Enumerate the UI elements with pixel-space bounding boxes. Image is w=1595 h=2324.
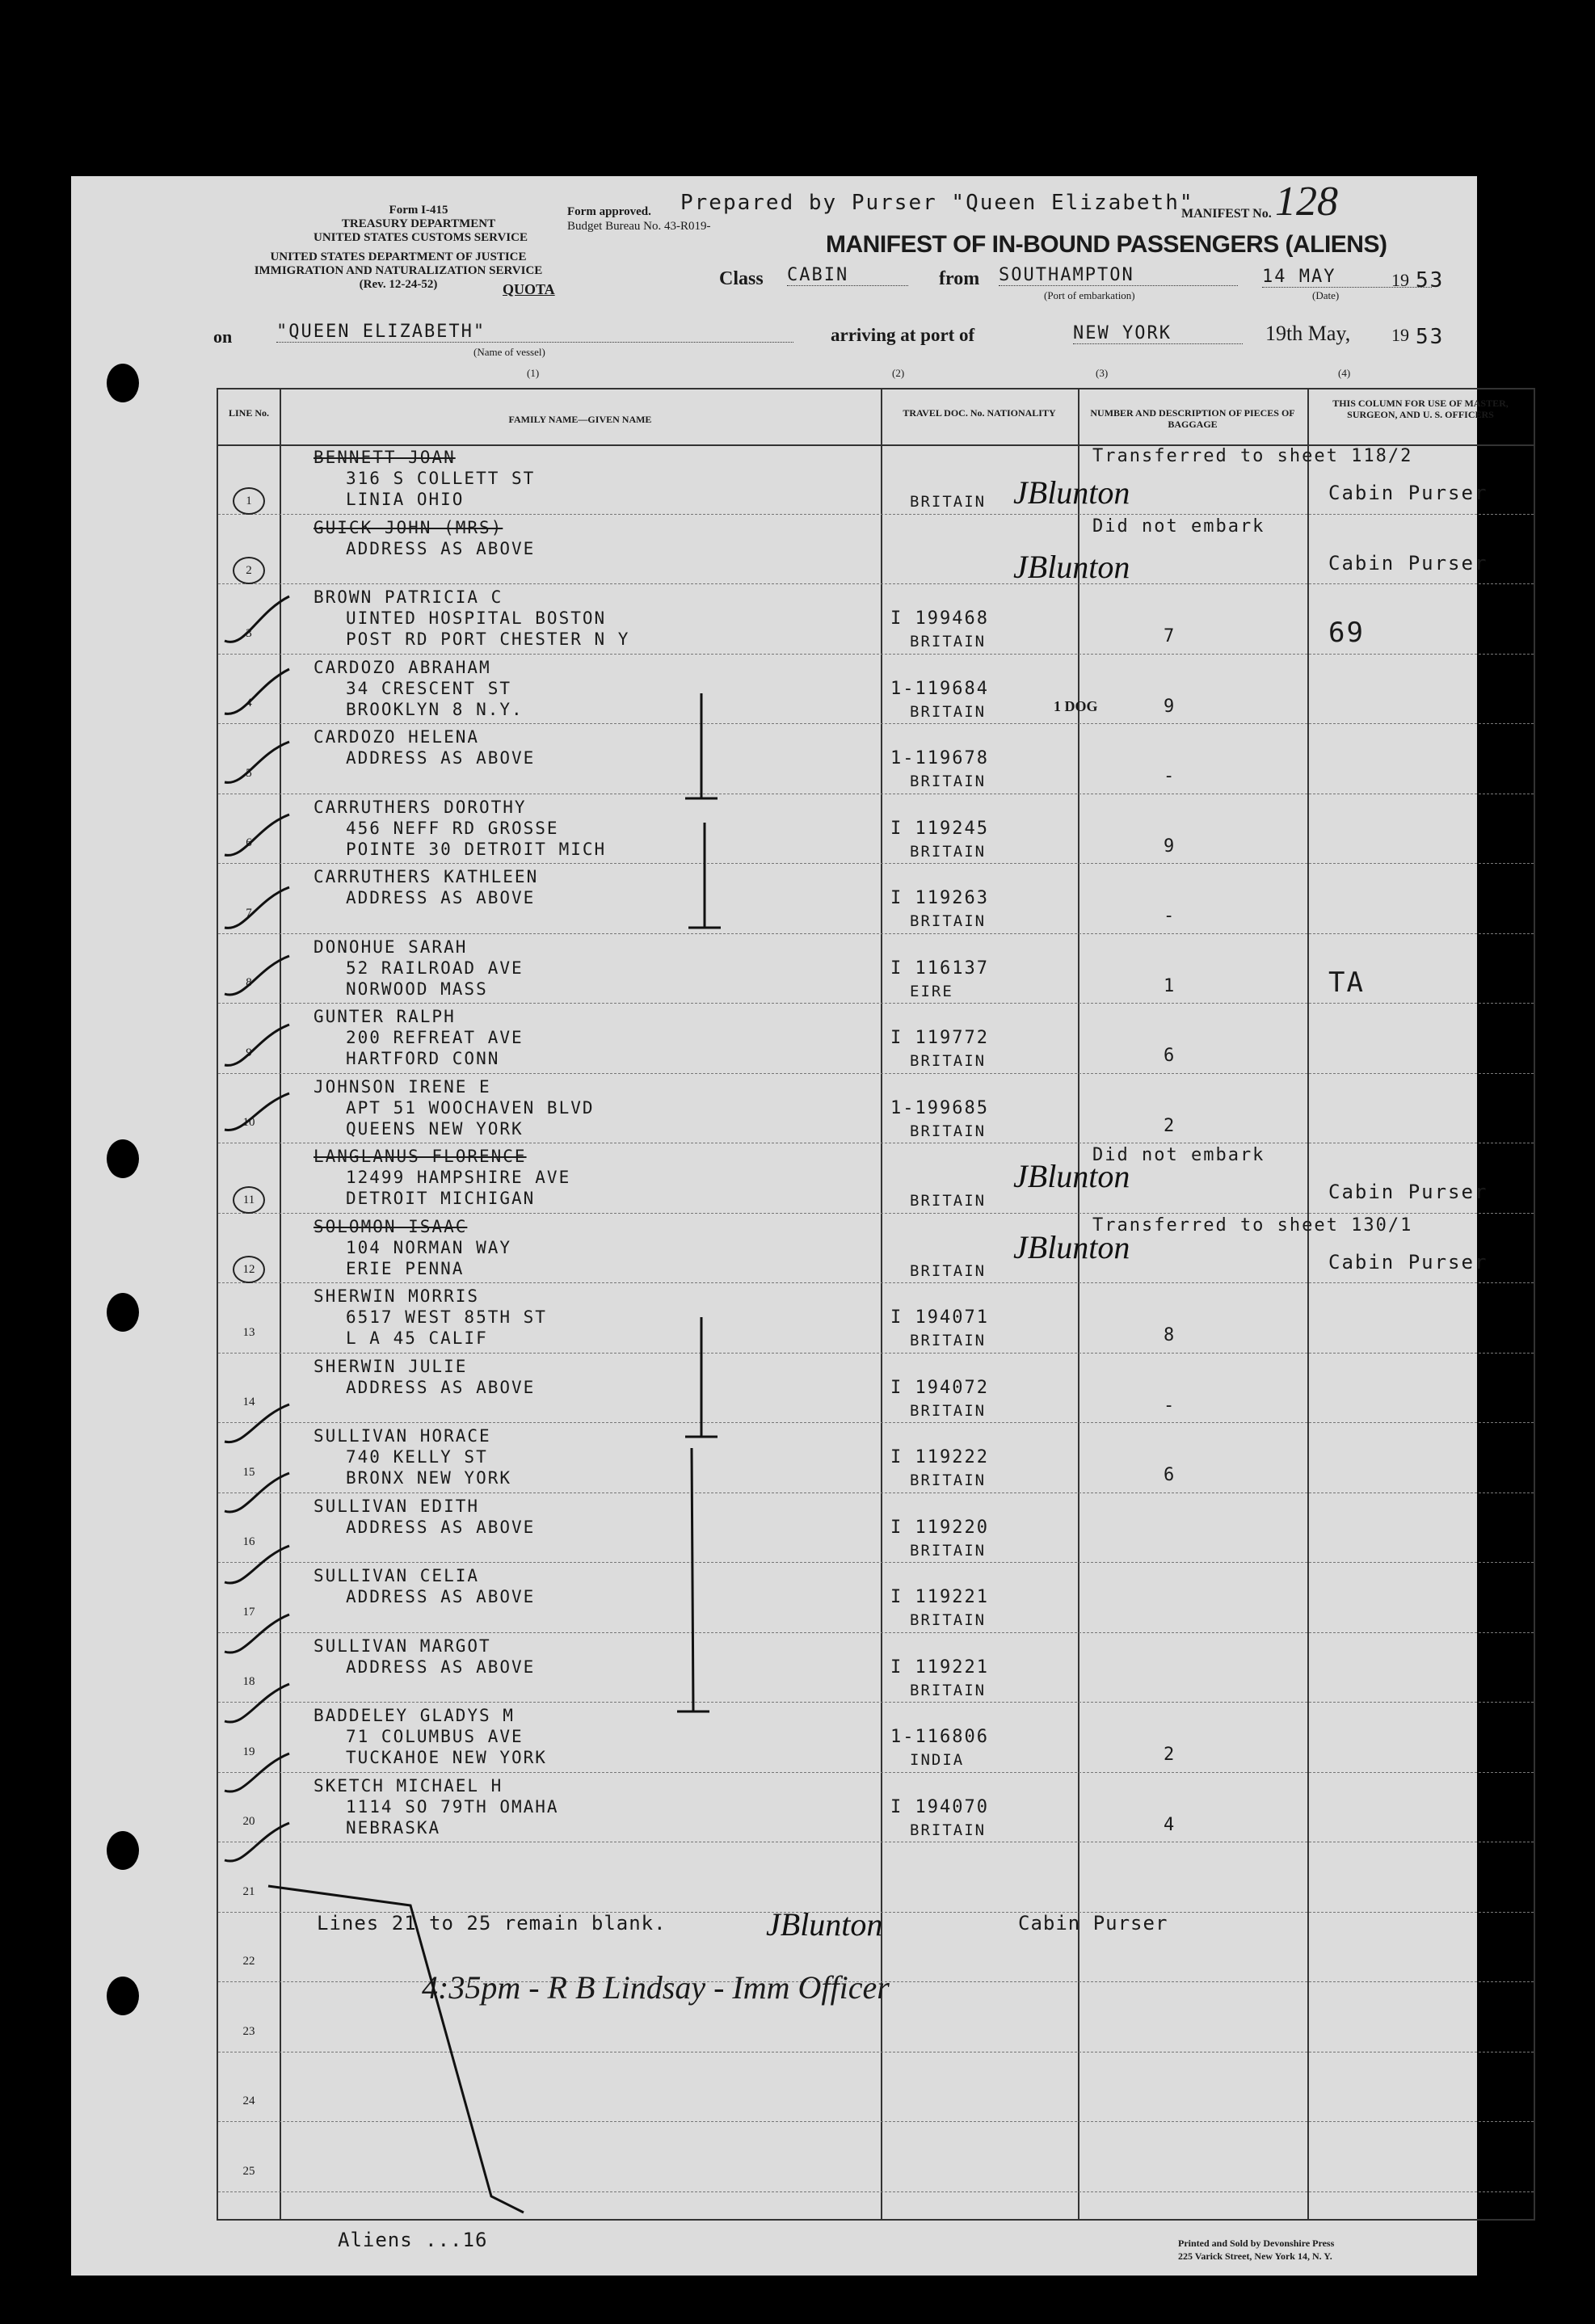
officer-note: TA bbox=[1328, 966, 1365, 999]
line-number: 19 bbox=[242, 1745, 255, 1758]
printer-line-1: Printed and Sold by Devonshire Press bbox=[1178, 2238, 1335, 2249]
passenger-name: DONOHUE SARAH bbox=[314, 937, 468, 957]
travel-doc-number: I 119221 bbox=[890, 1657, 989, 1678]
line-number: 6 bbox=[246, 836, 252, 849]
passenger-name: BENNETT JOAN bbox=[314, 448, 456, 467]
nationality: BRITAIN bbox=[910, 1681, 987, 1699]
passenger-name: CARRUTHERS DOROTHY bbox=[314, 797, 527, 817]
check-mark bbox=[225, 596, 289, 642]
passenger-address: ADDRESS AS ABOVE bbox=[346, 888, 536, 907]
doj-title: UNITED STATES DEPARTMENT OF JUSTICE bbox=[270, 251, 527, 263]
passenger-name: BADDELEY GLADYS M bbox=[314, 1706, 515, 1725]
officer-note: Cabin Purser bbox=[1328, 482, 1488, 504]
form-approved: Form approved. bbox=[567, 205, 651, 218]
dog-note: 1 DOG bbox=[1054, 698, 1098, 714]
passenger-address: 200 REFREAT AVE bbox=[346, 1028, 524, 1047]
passenger-address: DETROIT MICHIGAN bbox=[346, 1189, 536, 1208]
line-number: 21 bbox=[242, 1884, 255, 1898]
passenger-name: SULLIVAN CELIA bbox=[314, 1566, 480, 1585]
line-number: 3 bbox=[246, 626, 252, 640]
baggage: 9 bbox=[1164, 836, 1176, 857]
passenger-address: UINTED HOSPITAL BOSTON bbox=[346, 608, 607, 628]
baggage: 8 bbox=[1164, 1325, 1176, 1345]
line-number: 15 bbox=[242, 1465, 255, 1479]
officer-note: Cabin Purser bbox=[1328, 1250, 1488, 1274]
check-mark bbox=[225, 1473, 289, 1512]
nationality: BRITAIN bbox=[910, 1401, 987, 1420]
class-value: CABIN bbox=[787, 265, 908, 286]
officer-note: Cabin Purser bbox=[1328, 551, 1488, 575]
line-number: 4 bbox=[246, 697, 252, 709]
nationality: BRITAIN bbox=[910, 1471, 987, 1489]
travel-doc-number: I 199468 bbox=[890, 608, 989, 629]
passenger-address: POST RD PORT CHESTER N Y bbox=[346, 629, 630, 649]
bracket-marks bbox=[677, 693, 721, 1711]
revision: (Rev. 12-24-52) bbox=[359, 278, 438, 291]
passenger-address: TUCKAHOE NEW YORK bbox=[346, 1748, 547, 1767]
arrival-port: NEW YORK bbox=[1073, 323, 1243, 344]
nationality: EIRE bbox=[910, 982, 953, 1000]
passenger-name: SULLIVAN EDITH bbox=[314, 1496, 480, 1516]
passenger-address: 740 KELLY ST bbox=[346, 1447, 488, 1467]
bracket-mark bbox=[685, 693, 718, 798]
passenger-address: ADDRESS AS ABOVE bbox=[346, 538, 536, 558]
check-mark bbox=[225, 1684, 289, 1722]
col-num-2: (2) bbox=[892, 367, 905, 379]
from-value: SOUTHAMPTON bbox=[999, 265, 1238, 286]
passenger-address: ADDRESS AS ABOVE bbox=[346, 1657, 536, 1677]
travel-doc-number: I 119245 bbox=[890, 818, 989, 839]
col-num-4: (4) bbox=[1338, 367, 1351, 379]
baggage: 6 bbox=[1164, 1046, 1176, 1066]
arrival-date: 19th May, bbox=[1265, 322, 1351, 345]
travel-doc-number: 1-119678 bbox=[890, 748, 989, 768]
embark-year: 53 bbox=[1416, 268, 1445, 293]
baggage: 9 bbox=[1164, 696, 1176, 717]
check-mark bbox=[225, 669, 289, 714]
passenger-name: SHERWIN JULIE bbox=[314, 1356, 468, 1376]
printer-line-2: 225 Varick Street, New York 14, N. Y. bbox=[1178, 2250, 1332, 2262]
passenger-name: SULLIVAN MARGOT bbox=[314, 1636, 491, 1656]
line-number: 9 bbox=[246, 1046, 252, 1059]
year-prefix: 19 bbox=[1391, 270, 1409, 290]
budget-bureau: Budget Bureau No. 43-R019- bbox=[567, 220, 711, 233]
nationality: BRITAIN bbox=[910, 493, 987, 511]
travel-doc-number: I 119263 bbox=[890, 888, 989, 908]
col-num-1: (1) bbox=[527, 367, 540, 379]
passenger-name: SOLOMON ISAAC bbox=[314, 1216, 468, 1236]
passenger-address: 1114 SO 79TH OMAHA bbox=[346, 1796, 559, 1817]
col-header-baggage: NUMBER AND DESCRIPTION OF PIECES OF BAGGAGE bbox=[1090, 407, 1295, 430]
immigration-officer-note: 4:35pm - R B Lindsay - Imm Officer bbox=[422, 1969, 890, 2006]
date-caption: (Date) bbox=[1312, 289, 1340, 301]
travel-doc-number: I 194072 bbox=[890, 1377, 989, 1398]
travel-doc-number: I 116137 bbox=[890, 958, 989, 979]
baggage: 1 bbox=[1164, 975, 1176, 996]
nationality: BRITAIN bbox=[910, 1821, 987, 1839]
nationality: BRITAIN bbox=[910, 1541, 987, 1560]
passenger-name: CARDOZO ABRAHAM bbox=[314, 657, 491, 677]
nationality: BRITAIN bbox=[910, 1192, 987, 1210]
passenger-address: 316 S COLLETT ST bbox=[346, 469, 536, 488]
passenger-address: 12499 HAMPSHIRE AVE bbox=[346, 1168, 571, 1187]
passenger-name: CARRUTHERS KATHLEEN bbox=[314, 867, 539, 886]
travel-doc-number: I 194071 bbox=[890, 1307, 989, 1328]
arriving-label: arriving at port of bbox=[831, 325, 975, 345]
col-header-name: FAMILY NAME—GIVEN NAME bbox=[508, 414, 652, 425]
travel-doc-number: I 119220 bbox=[890, 1517, 989, 1538]
arrival-year-prefix: 19 bbox=[1391, 325, 1409, 345]
vessel-name: "QUEEN ELIZABETH" bbox=[276, 322, 793, 343]
baggage: 2 bbox=[1164, 1745, 1176, 1765]
line-number: 16 bbox=[242, 1535, 255, 1548]
line-number: 14 bbox=[242, 1396, 255, 1408]
travel-doc-number: 1-119684 bbox=[890, 678, 989, 699]
nationality: INDIA bbox=[910, 1751, 965, 1769]
travel-doc-number: I 119221 bbox=[890, 1587, 989, 1607]
page-title: MANIFEST OF IN-BOUND PASSENGERS (ALIENS) bbox=[826, 231, 1387, 258]
line-number: 17 bbox=[242, 1605, 255, 1619]
col-header-travel: TRAVEL DOC. No. NATIONALITY bbox=[903, 407, 1056, 419]
travel-doc-number: 1-116806 bbox=[890, 1727, 989, 1747]
arrival-year: 53 bbox=[1416, 325, 1445, 349]
embark-caption: (Port of embarkation) bbox=[1044, 289, 1135, 301]
bracket-mark bbox=[685, 1317, 718, 1437]
nationality: BRITAIN bbox=[910, 633, 987, 650]
check-mark bbox=[225, 1823, 289, 1861]
col-num-3: (3) bbox=[1096, 367, 1109, 379]
line-number: 8 bbox=[246, 976, 252, 989]
passenger-name: LANGLANUS FLORENCE bbox=[314, 1147, 527, 1166]
nationality: BRITAIN bbox=[910, 1122, 987, 1140]
officer-note: Cabin Purser bbox=[1328, 1181, 1488, 1203]
passenger-name: CARDOZO HELENA bbox=[314, 727, 480, 747]
line-number: 2 bbox=[233, 557, 265, 584]
passenger-address: BRONX NEW YORK bbox=[346, 1468, 512, 1488]
line-number: 25 bbox=[242, 2164, 255, 2178]
form-number: Form I-415 bbox=[389, 204, 448, 217]
purser-signature: JBlunton bbox=[766, 1906, 883, 1943]
check-mark bbox=[225, 1093, 289, 1130]
passenger-name: SKETCH MICHAEL H bbox=[314, 1775, 503, 1796]
line-number: 12 bbox=[233, 1256, 265, 1283]
line-number: 5 bbox=[246, 766, 252, 780]
nationality: BRITAIN bbox=[910, 1052, 987, 1070]
class-label: Class bbox=[719, 268, 764, 289]
passenger-name: BROWN PATRICIA C bbox=[314, 587, 503, 607]
baggage: 4 bbox=[1164, 1814, 1176, 1835]
blank-lines-signer: Cabin Purser bbox=[1018, 1912, 1168, 1935]
passenger-address: 34 CRESCENT ST bbox=[346, 678, 512, 698]
passenger-name: JOHNSON IRENE E bbox=[314, 1076, 491, 1097]
passenger-address: POINTE 30 DETROIT MICH bbox=[346, 839, 607, 859]
passenger-address: HARTFORD CONN bbox=[346, 1049, 500, 1068]
baggage: - bbox=[1164, 1395, 1176, 1416]
check-mark bbox=[225, 1404, 289, 1442]
line-number: 20 bbox=[242, 1815, 255, 1828]
travel-doc-number: I 119772 bbox=[890, 1028, 989, 1048]
baggage: Did not embark bbox=[1092, 1145, 1265, 1165]
passenger-address: L A 45 CALIF bbox=[346, 1328, 488, 1348]
travel-doc-number: 1-199685 bbox=[890, 1097, 989, 1118]
purser-signature: JBlunton bbox=[1013, 474, 1130, 511]
vessel-caption: (Name of vessel) bbox=[473, 346, 545, 358]
line-number: 11 bbox=[233, 1186, 265, 1214]
pen-marks bbox=[71, 176, 1477, 2276]
nationality: BRITAIN bbox=[910, 912, 987, 930]
check-mark bbox=[225, 1754, 289, 1791]
passenger-name: GUNTER RALPH bbox=[314, 1007, 456, 1026]
passenger-name: SULLIVAN HORACE bbox=[314, 1426, 491, 1446]
blank-lines-note: Lines 21 to 25 remain blank. bbox=[317, 1912, 667, 1935]
line-number: 1 bbox=[233, 487, 265, 515]
ins-title: IMMIGRATION AND NATURALIZATION SERVICE bbox=[254, 264, 543, 277]
embark-date: 14 MAY bbox=[1262, 267, 1432, 288]
check-mark bbox=[225, 1546, 289, 1583]
line-number: 7 bbox=[246, 906, 252, 920]
passenger-address: 71 COLUMBUS AVE bbox=[346, 1727, 524, 1746]
line-number: 18 bbox=[242, 1675, 255, 1688]
passenger-address: BROOKLYN 8 N.Y. bbox=[346, 699, 524, 719]
check-mark bbox=[225, 1025, 289, 1065]
line-number: 13 bbox=[242, 1325, 255, 1339]
passenger-name: SHERWIN MORRIS bbox=[314, 1286, 480, 1306]
manifest-no-label: MANIFEST No. bbox=[1181, 207, 1272, 221]
quota-label: QUOTA bbox=[503, 281, 555, 297]
baggage: 6 bbox=[1164, 1465, 1176, 1485]
passenger-address: ADDRESS AS ABOVE bbox=[346, 1377, 536, 1397]
passenger-address: 6517 WEST 85TH ST bbox=[346, 1307, 547, 1327]
passenger-address: APT 51 WOOCHAVEN BLVD bbox=[346, 1097, 595, 1118]
bracket-mark bbox=[688, 823, 721, 928]
check-mark bbox=[225, 956, 289, 995]
purser-signature: JBlunton bbox=[1013, 1229, 1130, 1265]
baggage: Transferred to sheet 118/2 bbox=[1092, 446, 1413, 466]
baggage: Transferred to sheet 130/1 bbox=[1092, 1215, 1413, 1236]
on-label: on bbox=[213, 326, 233, 347]
check-mark bbox=[225, 887, 289, 928]
void-line bbox=[268, 1886, 524, 2212]
check-mark bbox=[225, 742, 289, 782]
baggage: - bbox=[1164, 906, 1176, 926]
baggage: Did not embark bbox=[1092, 516, 1265, 537]
col-header-line: LINE No. bbox=[228, 407, 269, 419]
nationality: BRITAIN bbox=[910, 842, 987, 861]
manifest-page bbox=[71, 176, 1509, 2276]
passenger-address: NEBRASKA bbox=[346, 1817, 441, 1838]
manifest-number: 128 bbox=[1275, 179, 1338, 225]
nationality: BRITAIN bbox=[910, 1332, 987, 1349]
aliens-count: Aliens ...16 bbox=[338, 2229, 488, 2251]
from-label: from bbox=[939, 268, 980, 289]
passenger-address: LINIA OHIO bbox=[346, 490, 465, 509]
line-number: 23 bbox=[242, 2024, 255, 2038]
passenger-address: ADDRESS AS ABOVE bbox=[346, 1517, 536, 1537]
travel-doc-number: I 194070 bbox=[890, 1796, 989, 1817]
prepared-by: Prepared by Purser "Queen Elizabeth" bbox=[680, 191, 1194, 215]
passenger-address: ADDRESS AS ABOVE bbox=[346, 748, 536, 768]
passenger-address: QUEENS NEW YORK bbox=[346, 1118, 524, 1139]
baggage: - bbox=[1164, 766, 1176, 786]
check-mark bbox=[225, 1615, 289, 1652]
travel-doc-number: I 119222 bbox=[890, 1447, 989, 1467]
nationality: BRITAIN bbox=[910, 702, 987, 721]
passenger-address: 104 NORMAN WAY bbox=[346, 1237, 512, 1257]
nationality: BRITAIN bbox=[910, 773, 987, 790]
nationality: BRITAIN bbox=[910, 1261, 987, 1280]
customs-service: UNITED STATES CUSTOMS SERVICE bbox=[314, 231, 528, 244]
nationality: BRITAIN bbox=[910, 1611, 987, 1629]
baggage: 7 bbox=[1164, 626, 1176, 646]
treasury-dept: TREASURY DEPARTMENT bbox=[341, 217, 496, 230]
passenger-address: 52 RAILROAD AVE bbox=[346, 958, 524, 978]
purser-signature: JBlunton bbox=[1013, 549, 1130, 585]
passenger-address: 456 NEFF RD GROSSE bbox=[346, 818, 559, 838]
bracket-mark bbox=[677, 1448, 709, 1711]
line-number: 22 bbox=[242, 1955, 255, 1968]
purser-signature: JBlunton bbox=[1013, 1158, 1130, 1194]
line-number: 10 bbox=[242, 1116, 255, 1129]
passenger-address: ERIE PENNA bbox=[346, 1258, 465, 1278]
officer-note: 69 bbox=[1328, 617, 1365, 649]
line-number: 24 bbox=[242, 2095, 255, 2107]
passenger-address: ADDRESS AS ABOVE bbox=[346, 1587, 536, 1606]
passenger-address: NORWOOD MASS bbox=[346, 979, 488, 999]
check-mark bbox=[225, 815, 289, 855]
passenger-name: GUICK JOHN (MRS) bbox=[314, 517, 503, 537]
col-header-officers: THIS COLUMN FOR USE OF MASTER, SURGEON, AND U. S. OFFICERS bbox=[1332, 398, 1509, 420]
check-marks bbox=[225, 596, 524, 2212]
baggage: 2 bbox=[1164, 1115, 1176, 1136]
